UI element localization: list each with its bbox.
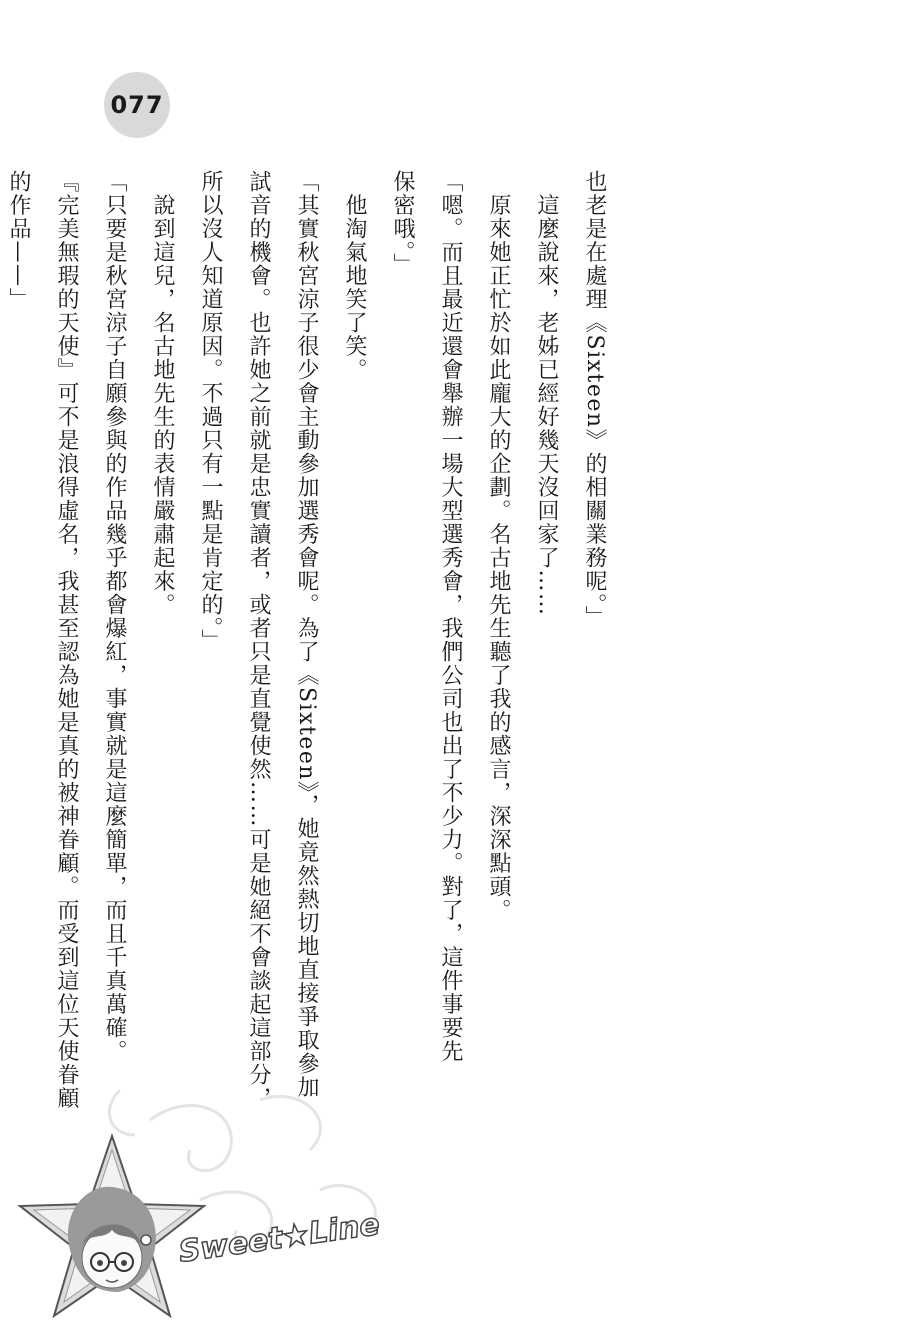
text-line: 保密哦。」 [390, 170, 415, 277]
brand-logo: Sweet★Line [176, 1207, 382, 1270]
star-character-decoration [0, 1080, 420, 1321]
text-line: 所以沒人知道原因。不過只有一點是肯定的。」 [198, 170, 223, 653]
page-number: 077 [110, 91, 164, 119]
text-line: 他淘氣地笑了笑。 [342, 170, 367, 382]
text-line: 『完美無瑕的天使』可不是浪得虛名，我甚至認為她是真的被神眷顧。而受到這位天使眷顧 [54, 170, 79, 1110]
text-line: 也老是在處理《Sixteen》的相關業務呢。」 [582, 170, 607, 630]
vertical-text-body [0, 170, 618, 1180]
text-line: 「嗯。而且最近還會舉辦一場大型選秀會，我們公司也出了不少力。對了，這件事要先 [438, 170, 463, 1063]
text-line: 原來她正忙於如此龐大的企劃。名古地先生聽了我的感言，深深點頭。 [486, 170, 511, 922]
page-number-badge [104, 72, 170, 138]
text-line: 試音的機會。也許她之前就是忠實讀者，或者只是直覺使然……可是她絕不會談起這部分， [246, 170, 271, 1110]
text-line: 「其實秋宮涼子很少會主動參加選秀會呢。為了《Sixteen》，她竟然熱切地直接爭取參加 [294, 170, 319, 1100]
text-line: 的作品——」 [6, 170, 31, 311]
text-line: 這麼說來，老姊已經好幾天沒回家了…… [534, 170, 559, 617]
text-line: 說到這兒，名古地先生的表情嚴肅起來。 [150, 170, 175, 617]
text-line: 「只要是秋宮涼子自願參與的作品幾乎都會爆紅，事實就是這麼簡單，而且千真萬確。 [102, 170, 127, 1063]
